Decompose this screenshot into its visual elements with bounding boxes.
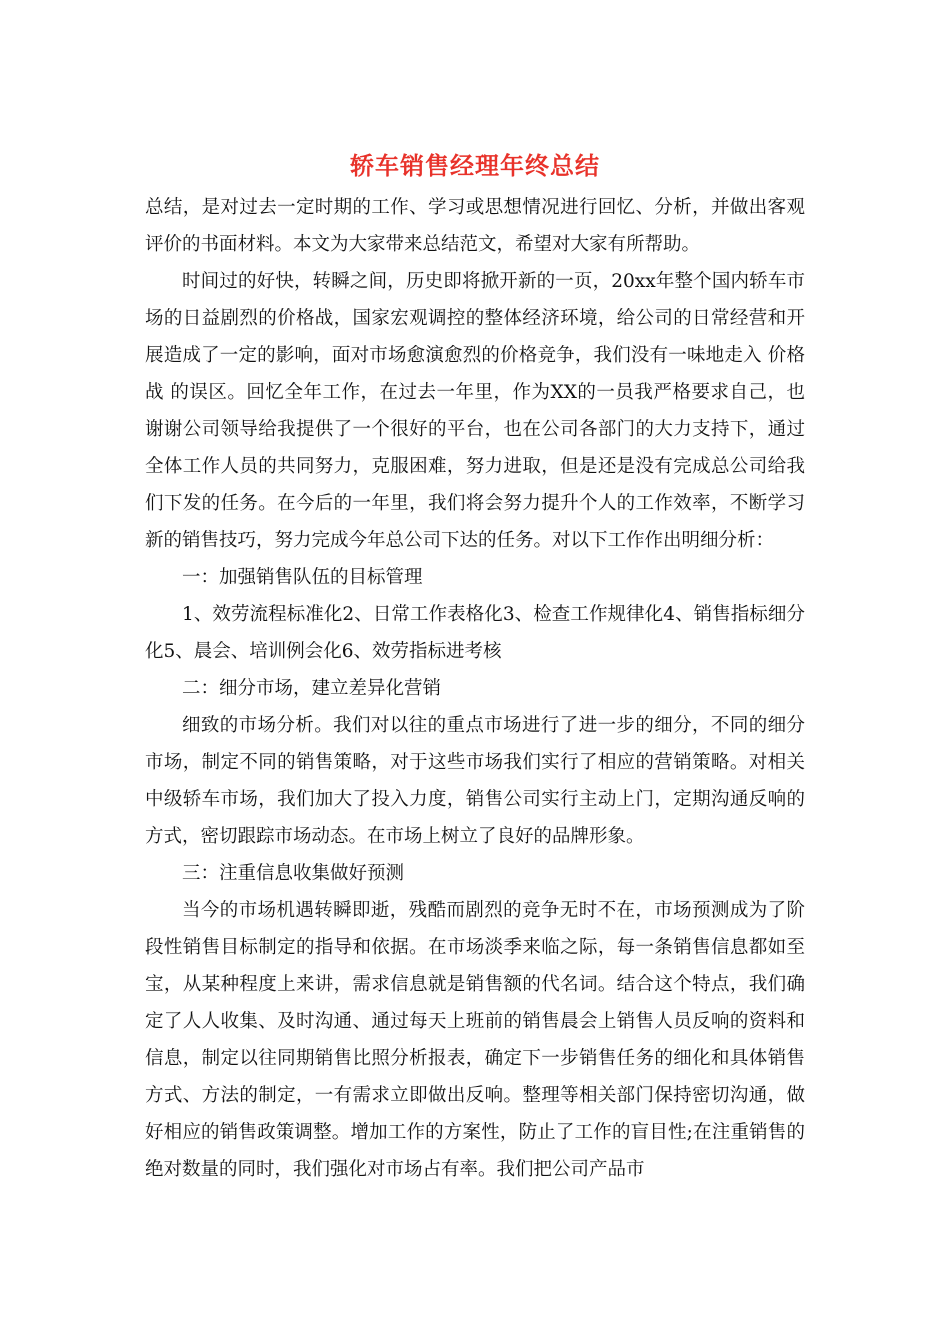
paragraph-list-items: 1、效劳流程标准化2、日常工作表格化3、检查工作规律化4、销售指标细分化5、晨会、培训例会化6、效劳指标进考核 bbox=[145, 604, 805, 662]
paragraph-information-forecast: 当今的市场机遇转瞬即逝，残酷而剧烈的竞争无时不在，市场预测成为了阶段性销售目标制定的指导和依据。在市场淡季来临之际，每一条销售信息都如至宝，从某种程度上来讲，需求信息就是销售额的代名词。结合这个特点，我们确定了人人收集、及时沟通、通过每天上班前的销售晨会上销售人员反响的资料和信息，制定以往同期销售比照分析报表，确定下一步销售任务的细化和具体销售方式、方法的制定，一有需求立即做出反响。整理等相关部门保持密切沟通，做好相应的销售政策调整。增加工作的方案性，防止了工作的盲目性;在注重销售的绝对数量的同时，我们强化对市场占有率。我们把公司产品市 bbox=[145, 900, 805, 1180]
document-title: 轿车销售经理年终总结 bbox=[350, 151, 600, 180]
section-heading-1: 一：加强销售队伍的目标管理 bbox=[182, 567, 423, 588]
paragraph-market-analysis: 细致的市场分析。我们对以往的重点市场进行了进一步的细分，不同的细分市场，制定不同的销售策略，对于这些市场我们实行了相应的营销策略。对相关中级轿车市场，我们加大了投入力度，销售公司实行主动上门，定期沟通反响的方式，密切跟踪市场动态。在市场上树立了良好的品牌形象。 bbox=[145, 715, 805, 847]
document-body bbox=[145, 189, 805, 1188]
section-heading-2: 二：细分市场，建立差异化营销 bbox=[182, 678, 442, 699]
section-heading-3: 三：注重信息收集做好预测 bbox=[182, 863, 405, 884]
paragraph-intro: 总结，是对过去一定时期的工作、学习或思想情况进行回忆、分析，并做出客观评价的书面材料。本文为大家带来总结范文，希望对大家有所帮助。 bbox=[145, 197, 805, 255]
paragraph-overview: 时间过的好快，转瞬之间，历史即将掀开新的一页，20xx年整个国内轿车市场的日益剧烈的价格战，国家宏观调控的整体经济环境，给公司的日常经营和开展造成了一定的影响，面对市场愈演愈烈的价格竞争，我们没有一味地走入 价格战 的误区。回忆全年工作，在过去一年里，作为XX的一员我严格要求自己，也谢谢公司领导给我提供了一个很好的平台，也在公司各部门的大力支持下，通过全体工作人员的共同努力，克服困难，努力进取，但是还是没有完成总公司给我们下发的任务。在今后的一年里，我们将会努力提升个人的工作效率，不断学习新的销售技巧，努力完成今年总公司下达的任务。对以下工作作出明细分析： bbox=[145, 271, 805, 551]
